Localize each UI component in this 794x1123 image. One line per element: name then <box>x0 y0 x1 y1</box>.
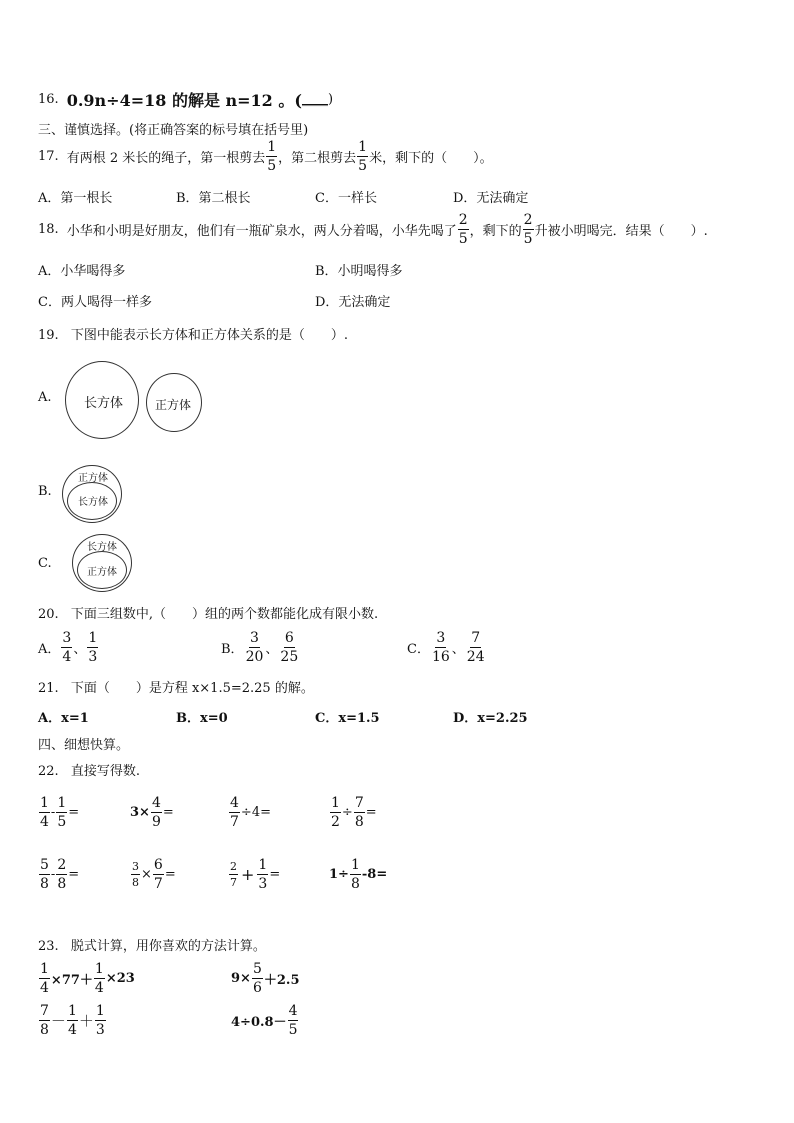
separator: 、 <box>451 642 465 657</box>
fraction: $\frac{1}{3}$ <box>88 630 98 665</box>
operator: 3× <box>130 805 150 820</box>
question-text: 下面三组数中,（ ）组的两个数都能化成有限小数. <box>70 607 379 622</box>
question-text: 升被小明喝完．结果（ ）. <box>534 224 708 239</box>
option-a[interactable] <box>38 631 99 664</box>
fraction: $\frac{4}{5}$ <box>288 1003 298 1038</box>
fraction: $\frac{3}{16}$ <box>431 630 450 665</box>
expression <box>231 1004 299 1037</box>
option-a[interactable]: A．第一根长 <box>38 191 113 206</box>
answer-blank[interactable]: ____ <box>301 92 328 107</box>
question-text: 有两根 2 米长的绳子，第一根剪去 <box>66 151 266 166</box>
operator: = <box>365 805 377 820</box>
option-c[interactable]: C．一样长 <box>315 191 377 206</box>
expression <box>38 962 135 995</box>
option-b-label[interactable]: B. <box>38 484 52 499</box>
operator: = <box>68 867 80 882</box>
fraction: $\frac{1}{2}$ <box>331 795 340 830</box>
operator: 4÷0.8－ <box>231 1015 287 1030</box>
venn-label: 长方体 <box>87 542 117 553</box>
operator: = <box>269 867 281 882</box>
fraction: $\frac{3}{8}$ <box>132 860 139 889</box>
fraction: $\frac{1}{5}$ <box>57 795 67 830</box>
fraction: $\frac{1}{5}$ <box>358 139 368 174</box>
fraction: $\frac{1}{4}$ <box>94 961 104 996</box>
expression <box>130 796 174 829</box>
operator: 9× <box>231 971 251 986</box>
option-c[interactable] <box>407 631 487 664</box>
question-number: 23. <box>38 939 59 954</box>
question-text: 下面（ ）是方程 x×1.5=2.25 的解。 <box>70 681 314 696</box>
venn-label: 正方体 <box>155 398 192 412</box>
option-a-label[interactable]: A. <box>38 390 52 405</box>
section-four-heading: 四、细想快算。 <box>38 738 130 753</box>
venn-label: 长方体 <box>78 497 108 508</box>
question-16 <box>38 88 333 111</box>
operator: - <box>50 805 56 820</box>
expression <box>130 858 176 891</box>
operator: 1÷ <box>329 867 349 882</box>
option-label: B． <box>221 642 244 657</box>
question-21 <box>38 677 314 696</box>
fraction: $\frac{5}{8}$ <box>40 857 49 892</box>
separator: 、 <box>265 642 279 657</box>
question-text: 下图中能表示长方体和正方体关系的是（ ）. <box>70 328 348 343</box>
operator: ＋ <box>78 1012 94 1030</box>
question-number: 21. <box>38 681 59 696</box>
fraction: $\frac{7}{8}$ <box>40 1003 49 1038</box>
option-b[interactable]: B．小明喝得多 <box>315 264 403 279</box>
operator: -8= <box>361 867 388 882</box>
fraction: $\frac{3}{4}$ <box>62 630 72 665</box>
question-text: ，第二根剪去 <box>278 151 357 166</box>
expression <box>329 858 387 891</box>
operator: × <box>141 867 152 882</box>
expression <box>228 796 271 829</box>
expression <box>329 796 377 829</box>
fraction: $\frac{1}{4}$ <box>67 1003 77 1038</box>
option-a[interactable]: A．小华喝得多 <box>38 264 126 279</box>
fraction: $\frac{2}{5}$ <box>523 212 533 247</box>
expression <box>38 858 79 891</box>
question-22 <box>38 760 140 779</box>
question-23 <box>38 935 266 954</box>
operator: ×23 <box>105 971 135 986</box>
separator: 、 <box>73 642 87 657</box>
operator: ÷ <box>341 805 353 820</box>
question-text: 0.9n÷4=18 的解是 n=12 。( <box>66 91 302 110</box>
operator: - <box>50 867 56 882</box>
question-number: 17. <box>38 149 59 164</box>
fraction: $\frac{6}{25}$ <box>280 630 299 665</box>
operator: ×77＋ <box>50 973 93 988</box>
expression <box>38 796 79 829</box>
question-text: ，剩下的 <box>469 224 522 239</box>
fraction: $\frac{5}{6}$ <box>252 961 262 996</box>
fraction: $\frac{1}{3}$ <box>95 1003 105 1038</box>
operator: = <box>68 805 80 820</box>
option-c[interactable]: C．两人喝得一样多 <box>38 295 152 310</box>
question-20 <box>38 603 378 622</box>
expression <box>231 962 300 995</box>
question-number: 22. <box>38 764 59 779</box>
question-number: 19. <box>38 328 59 343</box>
fraction: $\frac{1}{4}$ <box>40 795 49 830</box>
fraction: $\frac{1}{8}$ <box>350 857 360 892</box>
fraction: $\frac{4}{7}$ <box>230 795 239 830</box>
fraction: $\frac{1}{3}$ <box>258 857 268 892</box>
option-b[interactable]: B．x=0 <box>176 711 228 726</box>
fraction: $\frac{2}{8}$ <box>57 857 67 892</box>
question-number: 18. <box>38 222 59 237</box>
fraction: $\frac{4}{9}$ <box>151 795 161 830</box>
operator: = <box>164 867 176 882</box>
question-19 <box>38 324 348 343</box>
question-number: 16. <box>38 92 59 107</box>
operator: = <box>162 805 174 820</box>
operator: ÷4= <box>240 805 271 820</box>
question-text: 脱式计算，用你喜欢的方法计算。 <box>70 939 266 954</box>
option-d[interactable]: D．无法确定 <box>453 191 529 206</box>
fraction: $\frac{1}{5}$ <box>267 139 277 174</box>
question-text: 米，剩下的（ ）。 <box>369 151 493 166</box>
fraction: $\frac{2}{7}$ <box>230 860 237 889</box>
venn-label: 正方体 <box>87 567 117 578</box>
option-label: A． <box>38 642 61 657</box>
fraction: $\frac{1}{4}$ <box>40 961 49 996</box>
option-c-label[interactable]: C. <box>38 556 52 571</box>
option-d[interactable]: D．无法确定 <box>315 295 391 310</box>
fraction: $\frac{7}{8}$ <box>354 795 364 830</box>
fraction: $\frac{6}{7}$ <box>153 857 163 892</box>
question-number: 20. <box>38 607 59 622</box>
fraction: $\frac{3}{20}$ <box>245 630 264 665</box>
operator: － <box>50 1012 66 1030</box>
option-c[interactable]: C．x=1.5 <box>315 711 380 726</box>
question-text: 小华和小明是好朋友，他们有一瓶矿泉水，两人分着喝，小华先喝了 <box>66 224 457 239</box>
close-paren: ) <box>327 92 334 107</box>
fraction: $\frac{7}{24}$ <box>466 630 485 665</box>
question-text: 直接写得数. <box>70 764 140 779</box>
option-b[interactable]: B．第二根长 <box>176 191 251 206</box>
question-18 <box>38 213 708 246</box>
expression <box>38 1004 107 1037</box>
operator: ＋2.5 <box>263 973 300 988</box>
option-label: C． <box>407 642 430 657</box>
venn-label: 长方体 <box>84 396 124 411</box>
section-three-heading: 三、谨慎选择。(将正确答案的标号填在括号里) <box>38 123 309 138</box>
operator: + <box>241 865 255 884</box>
option-b[interactable] <box>221 631 300 664</box>
expression <box>228 858 280 891</box>
option-a[interactable]: A．x=1 <box>38 711 89 726</box>
question-17 <box>38 140 493 173</box>
venn-label: 正方体 <box>78 473 108 484</box>
option-d[interactable]: D．x=2.25 <box>453 711 528 726</box>
fraction: $\frac{2}{5}$ <box>458 212 468 247</box>
